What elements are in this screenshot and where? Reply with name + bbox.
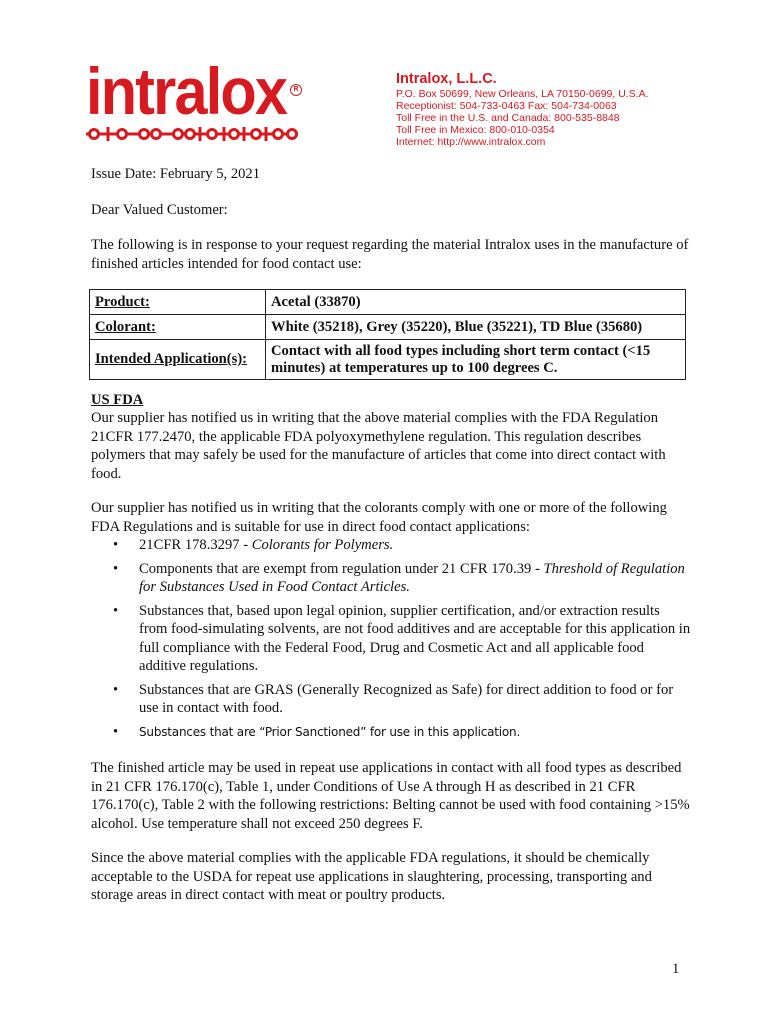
toll-free-mexico-line: Toll Free in Mexico: 800-010-0354 [396, 124, 555, 136]
table-row [90, 290, 686, 315]
list-item [91, 602, 691, 676]
list-item [91, 681, 691, 718]
bullet-1-italic: Colorants for Polymers. [251, 537, 394, 553]
phone-line: Receptionist: 504-733-0463 Fax: 504-734-0063 [396, 100, 617, 112]
intro-paragraph: The following is in response to your request regarding the material Intralox uses in the manufacture of finished articles intended for food contact use: [91, 237, 689, 272]
bullet-icon: • [113, 723, 119, 740]
bullet-icon: • [113, 537, 119, 553]
company-name: Intralox, L.L.C. [396, 71, 497, 87]
fda-paragraph-3: The finished article may be used in repeat use applications in contact with all food types as described in 21 CFR 176.170(c), Table 1, under Conditions of Use A through H as described in 21 CFR 176.170(c), Table 2 with the following restrictions: Belting cannot be used with food containing >15% alcohol. Use temperature shall not exceed 250 degrees F. [91, 760, 690, 832]
chain-graphic-icon [86, 122, 298, 146]
bullet-2-italic: Threshold of Regulation for Substances Used in Food Contact Articles. [139, 560, 685, 595]
list-item [91, 723, 691, 742]
product-label: Product: [90, 290, 266, 315]
logo-wordmark: intralox [86, 54, 287, 128]
registered-mark-icon: R [290, 84, 302, 96]
colorant-label: Colorant: [90, 315, 266, 340]
bullet-5-text: Substances that are “Prior Sanctioned” for use in this application. [139, 724, 521, 739]
list-item [91, 560, 691, 597]
issue-date: Issue Date: February 5, 2021 [91, 166, 261, 182]
bullet-icon: • [113, 602, 119, 619]
website-line: Internet: http://www.intralox.com [396, 136, 546, 148]
fda-paragraph-4: Since the above material complies with the applicable FDA regulations, it should be chemically acceptable to the USDA for repeat use applications in slaughtering, processing, transporting and storage areas in direct contact with meat or poultry products. [91, 850, 652, 903]
list-item [91, 536, 691, 555]
table-row [90, 340, 686, 380]
toll-free-us-line: Toll Free in the U.S. and Canada: 800-535-8848 [396, 112, 620, 124]
bullet-icon: • [113, 560, 119, 577]
bullet-3-text: Substances that, based upon legal opinion, supplier certification, and/or extraction results from food-simulating solvents, are not food additives and are acceptable for this application in full compliance with the Federal Food, Drug and Cosmetic Act and all applicable food additive regulations. [139, 602, 691, 674]
page-number: 1 [672, 961, 680, 977]
application-value: Contact with all food types including short term contact (<15 minutes) at temperatures up to 100 degrees C. [266, 340, 686, 380]
fda-paragraph-2: Our supplier has notified us in writing that the colorants comply with one or more of the following FDA Regulations and is suitable for use in direct food contact applications: [91, 500, 667, 535]
bullet-4-text: Substances that are GRAS (Generally Recognized as Safe) for direct addition to food or for use in contact with food. [139, 681, 674, 716]
fda-paragraph-1: Our supplier has notified us in writing that the above material complies with the FDA Regulation 21CFR 177.2470, the applicable FDA polyoxymethylene regulation. This regulation describes polymers that may safely be used for the manufacture of articles that come into direct contact with food. [91, 410, 666, 482]
product-value: Acetal (33870) [266, 290, 686, 315]
bullet-icon: • [113, 681, 119, 698]
bullet-1-text: 21CFR 178.3297 - [139, 537, 252, 553]
address-line: P.O. Box 50699, New Orleans, LA 70150-0699, U.S.A. [396, 88, 649, 100]
regulation-list [91, 536, 691, 746]
company-logo [86, 54, 306, 148]
us-fda-heading: US FDA [91, 392, 144, 408]
company-contact-block [396, 70, 649, 148]
bullet-2-text: Components that are exempt from regulation under 21 CFR 170.39 - [139, 560, 544, 577]
table-row [90, 315, 686, 340]
application-label: Intended Application(s): [90, 340, 266, 380]
colorant-value: White (35218), Grey (35220), Blue (35221), TD Blue (35680) [266, 315, 686, 340]
material-table [89, 289, 686, 380]
salutation: Dear Valued Customer: [91, 202, 228, 218]
